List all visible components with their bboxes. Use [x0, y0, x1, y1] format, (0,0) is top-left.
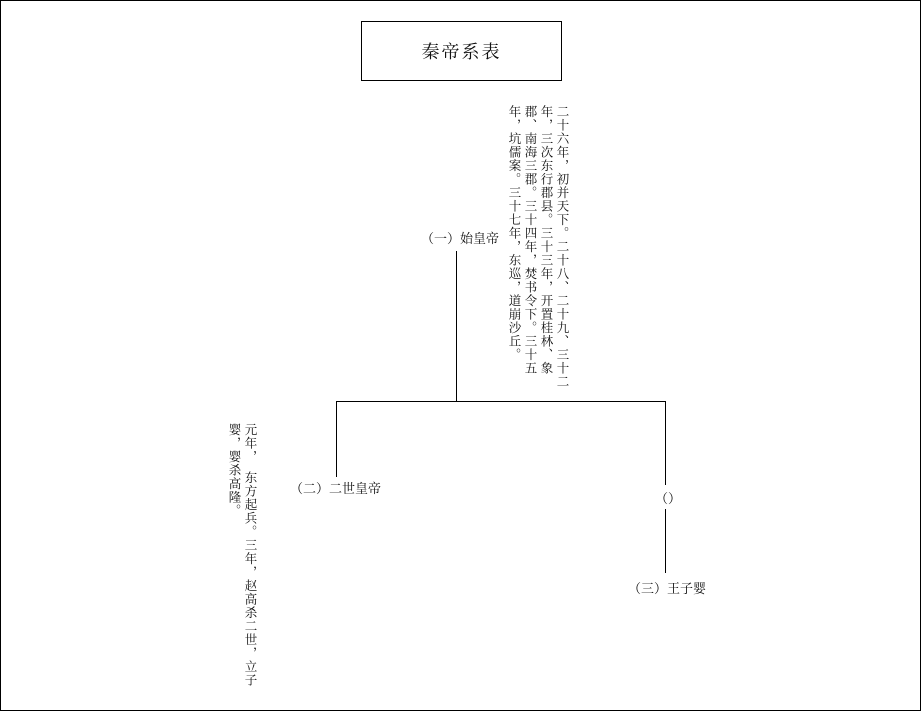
connector-horizontal-branch — [336, 401, 666, 402]
connector-to-blank — [665, 401, 666, 485]
diagram-title: 秦帝系表 — [361, 21, 562, 81]
node-shihuangdi: （一）始皇帝 — [421, 228, 499, 247]
connector-to-ershi — [336, 401, 337, 477]
note-ershi: 元年， 东方起兵。三年，赵高杀二世，立子婴，婴杀高隆。 — [227, 423, 258, 687]
node-ziying: （三）王子婴 — [628, 578, 706, 597]
note-shihuangdi: 二十六年，初并天下。二十八、二十九、三十二年，三次东行郡县。三十三年，开置桂林、象郡、南海三郡。三十四年，焚书令下。三十五年，坑儒案。三十七年，东巡，道崩沙丘。 — [507, 105, 570, 389]
node-ershi: （二）二世皇帝 — [290, 478, 381, 497]
node-blank: （） — [655, 488, 681, 507]
connector-blank-to-ziying — [665, 509, 666, 573]
connector-shihuangdi-down — [456, 251, 457, 401]
